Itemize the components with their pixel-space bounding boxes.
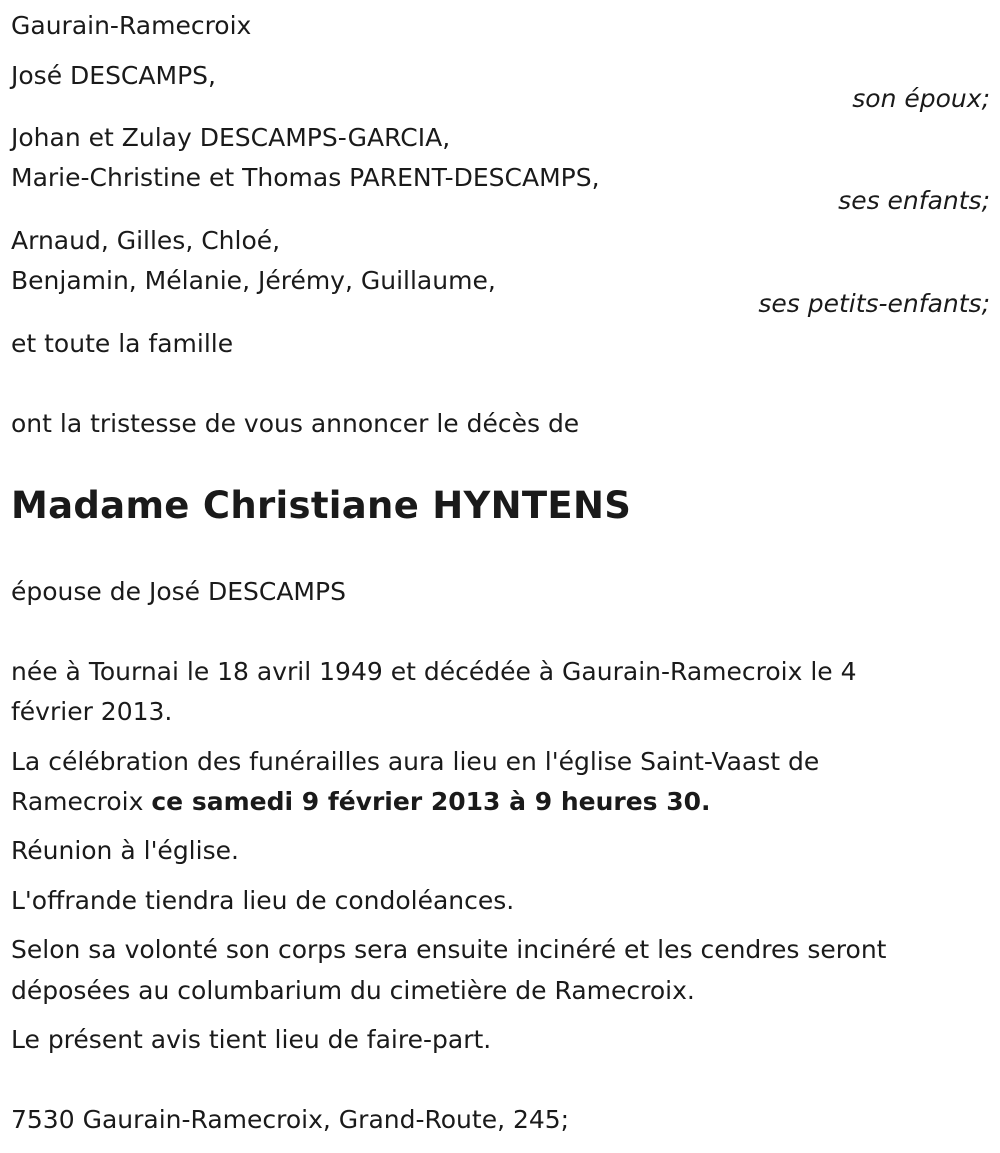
notice-line: Le présent avis tient lieu de faire-part. [11,1025,492,1054]
wishes-line-1: Selon sa volonté son corps sera ensuite incinéré et les cendres seront [11,935,887,964]
meeting-line: Réunion à l'église. [11,836,239,865]
deceased-name: Madame Christiane HYNTENS [11,484,632,527]
family-line: et toute la famille [11,329,234,358]
ceremony-datetime: ce samedi 9 février 2013 à 9 heures 30. [151,787,711,816]
spouse-names: José DESCAMPS, [11,61,216,90]
grandchildren-line-1: Arnaud, Gilles, Chloé, [11,226,281,255]
offering-line: L'offrande tiendra lieu de condoléances. [11,886,515,915]
wishes-line-2: déposées au columbarium du cimetière de Ramecroix. [11,976,695,1005]
locality: Gaurain-Ramecroix [11,11,252,40]
children-line-1: Johan et Zulay DESCAMPS-GARCIA, [11,123,451,152]
grandchildren-role: ses petits-enfants; [758,289,990,318]
birth-death-line-2: février 2013. [11,697,173,726]
children-line-2: Marie-Christine et Thomas PARENT-DESCAMPS, [11,163,600,192]
birth-death-line-1: née à Tournai le 18 avril 1949 et décédée à Gaurain-Ramecroix le 4 [11,657,857,686]
ceremony-line-1: La célébration des funérailles aura lieu en l'église Saint-Vaast de [11,747,820,776]
announcement: ont la tristesse de vous annoncer le décès de [11,409,580,438]
spouse-role: son époux; [852,84,990,113]
grandchildren-line-2: Benjamin, Mélanie, Jérémy, Guillaume, [11,266,496,295]
address-line: 7530 Gaurain-Ramecroix, Grand-Route, 245; [11,1105,570,1134]
ceremony-line-2 [11,782,711,822]
ceremony-place: Ramecroix [11,787,152,816]
spouse-of: épouse de José DESCAMPS [11,577,346,606]
children-role: ses enfants; [838,186,990,215]
